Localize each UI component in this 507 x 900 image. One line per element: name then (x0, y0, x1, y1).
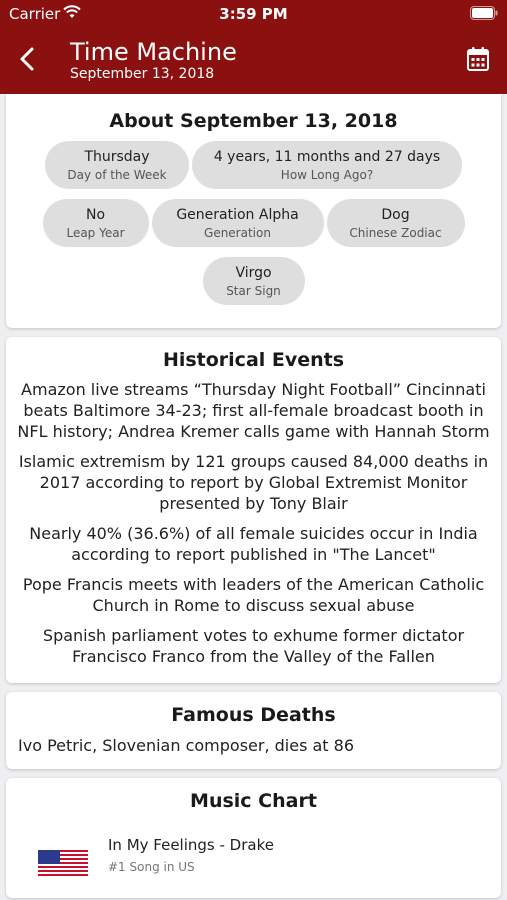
song-rank: #1 Song in US (108, 860, 195, 874)
chip-row-1 (6, 141, 501, 189)
clock: 3:59 PM (219, 5, 288, 23)
chip-label: Generation (204, 225, 271, 240)
famous-deaths-card (6, 692, 501, 769)
chip-value: 4 years, 11 months and 27 days (213, 148, 441, 165)
event-item: Spanish parliament votes to exhume former dictator Francisco Franco from the Valley of the Fallen (42, 626, 465, 666)
day-of-week-chip (45, 141, 189, 189)
music-chart-entry[interactable] (18, 836, 489, 876)
event-item: Nearly 40% (36.6%) of all female suicides occur in India according to report published in "The Lancet" (29, 524, 478, 564)
star-sign-chip (203, 257, 305, 305)
page-title: Time Machine (70, 38, 237, 66)
historical-events-heading: Historical Events (162, 349, 345, 371)
event-item: Islamic extremism by 121 groups caused 84,000 deaths in 2017 according to report by Global Extremist Monitor presented by Tony Blair (18, 452, 489, 513)
about-heading: About September 13, 2018 (109, 110, 398, 132)
chinese-zodiac-chip (327, 199, 465, 247)
status-bar (0, 0, 507, 28)
famous-deaths-heading: Famous Deaths (171, 704, 336, 726)
chip-value: Thursday (84, 148, 150, 165)
chip-label: Chinese Zodiac (349, 225, 442, 240)
chevron-left-icon[interactable] (16, 44, 40, 74)
chip-label: Day of the Week (67, 167, 167, 182)
carrier-label: Carrier (9, 5, 61, 23)
chip-row-2 (6, 199, 501, 247)
scroll-content[interactable] (0, 94, 507, 898)
us-flag-icon (38, 850, 88, 876)
music-chart-heading: Music Chart (190, 790, 317, 812)
event-item: Pope Francis meets with leaders of the American Catholic Church in Rome to discuss sexual abuse (22, 575, 485, 615)
battery-icon (470, 6, 498, 20)
death-item: Ivo Petric, Slovenian composer, dies at 86 (18, 736, 355, 755)
chip-value: No (85, 206, 106, 223)
header-bar (0, 0, 507, 94)
about-card (6, 94, 501, 328)
chip-label: Leap Year (66, 225, 125, 240)
chip-value: Dog (381, 206, 410, 223)
generation-chip (152, 199, 324, 247)
chip-label: Star Sign (226, 283, 281, 298)
calendar-icon[interactable] (466, 46, 490, 72)
leap-year-chip (43, 199, 149, 247)
page-subtitle: September 13, 2018 (70, 66, 215, 82)
chip-value: Virgo (235, 264, 272, 281)
nav-bar (0, 28, 507, 94)
music-chart-card (6, 778, 501, 898)
how-long-ago-chip (192, 141, 462, 189)
chip-value: Generation Alpha (176, 206, 299, 223)
historical-events-card (6, 337, 501, 683)
song-title: In My Feelings - Drake (108, 836, 274, 854)
chip-label: How Long Ago? (280, 167, 374, 182)
event-item: Amazon live streams “Thursday Night Football” Cincinnati beats Baltimore 34-23; first all-female broadcast booth in NFL history; Andrea Kremer calls game with Hannah Storm (17, 380, 490, 441)
chip-row-3 (6, 257, 501, 305)
